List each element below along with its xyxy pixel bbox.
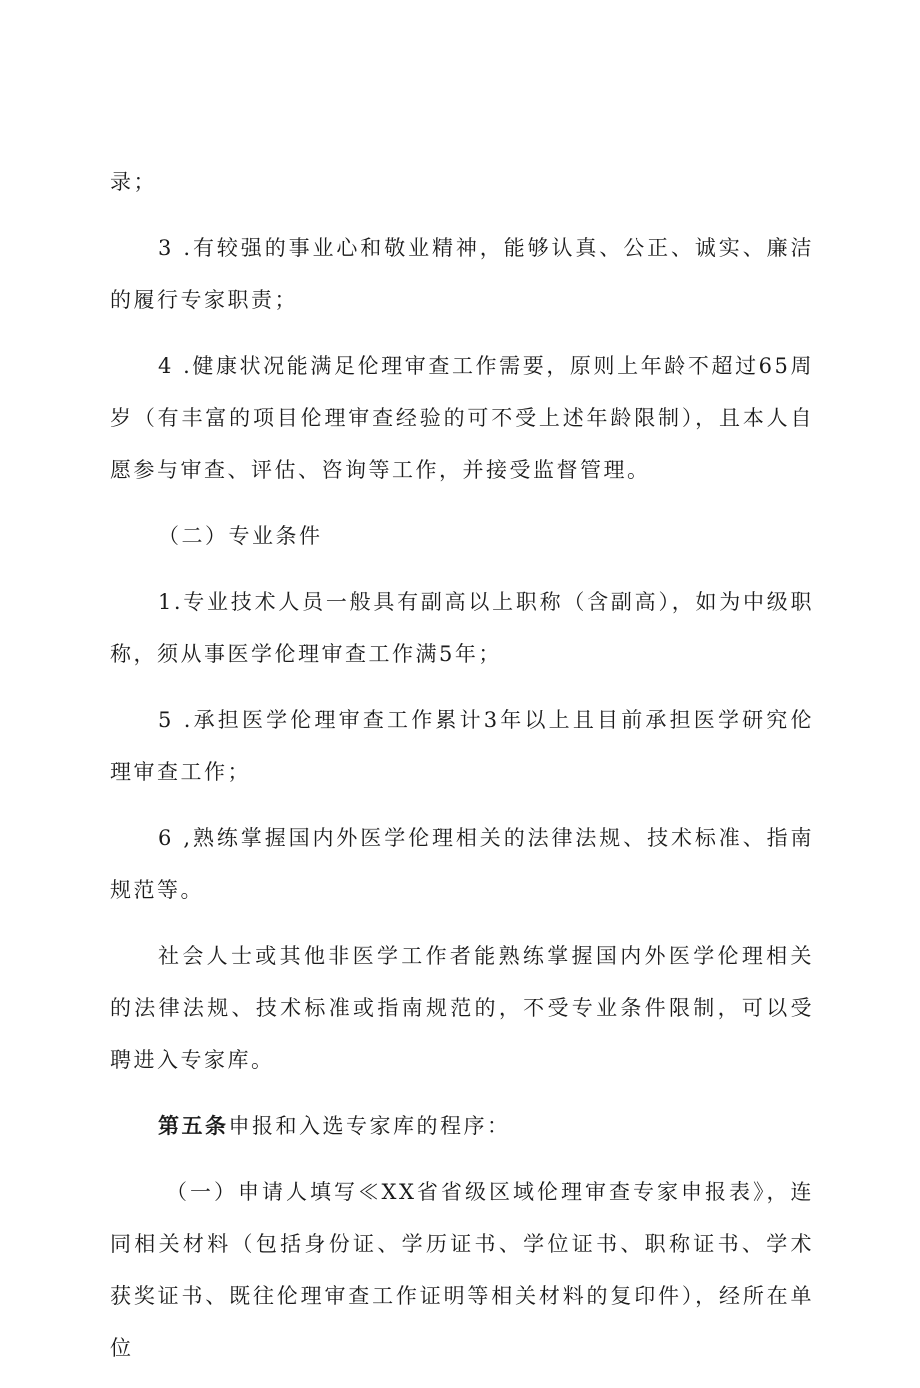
article-five-text: 申报和入选专家库的程序：	[228, 1114, 511, 1138]
paragraph-item-6: 6 ,熟练掌握国内外医学伦理相关的法律法规、技术标准、指南规范等。	[110, 826, 814, 902]
paragraph-item-1: 1.专业技术人员一般具有副高以上职称（含副高），如为中级职称，须从事医学伦理审查工作满5年；	[110, 590, 814, 666]
article-five	[110, 1100, 814, 1152]
article-five-label: 第五条	[158, 1113, 229, 1138]
paragraph-item-4: 4 .健康状况能满足伦理审查工作需要，原则上年龄不超过65周岁（有丰富的项目伦理审查经验的可不受上述年龄限制），且本人自愿参与审查、评估、咨询等工作，并接受监督管理。	[110, 354, 814, 482]
paragraph-continuation: 录；	[110, 170, 157, 194]
section-heading-professional-conditions: （二）专业条件	[158, 524, 323, 548]
paragraph-item-5: 5 .承担医学伦理审查工作累计3年以上且目前承担医学研究伦理审查工作；	[110, 708, 814, 784]
paragraph-social-persons: 社会人士或其他非医学工作者能熟练掌握国内外医学伦理相关的法律法规、技术标准或指南规范的，不受专业条件限制，可以受聘进入专家库。	[110, 944, 814, 1072]
paragraph-procedure-1: （一）申请人填写≪XX省省级区域伦理审查专家申报表》，连同相关材料（包括身份证、学历证书、学位证书、职称证书、学术获奖证书、既往伦理审查工作证明等相关材料的复印件），经所在单位	[110, 1180, 814, 1360]
paragraph-item-3: 3 .有较强的事业心和敬业精神，能够认真、公正、诚实、廉洁的履行专家职责；	[110, 236, 814, 312]
document-page	[110, 156, 814, 1388]
